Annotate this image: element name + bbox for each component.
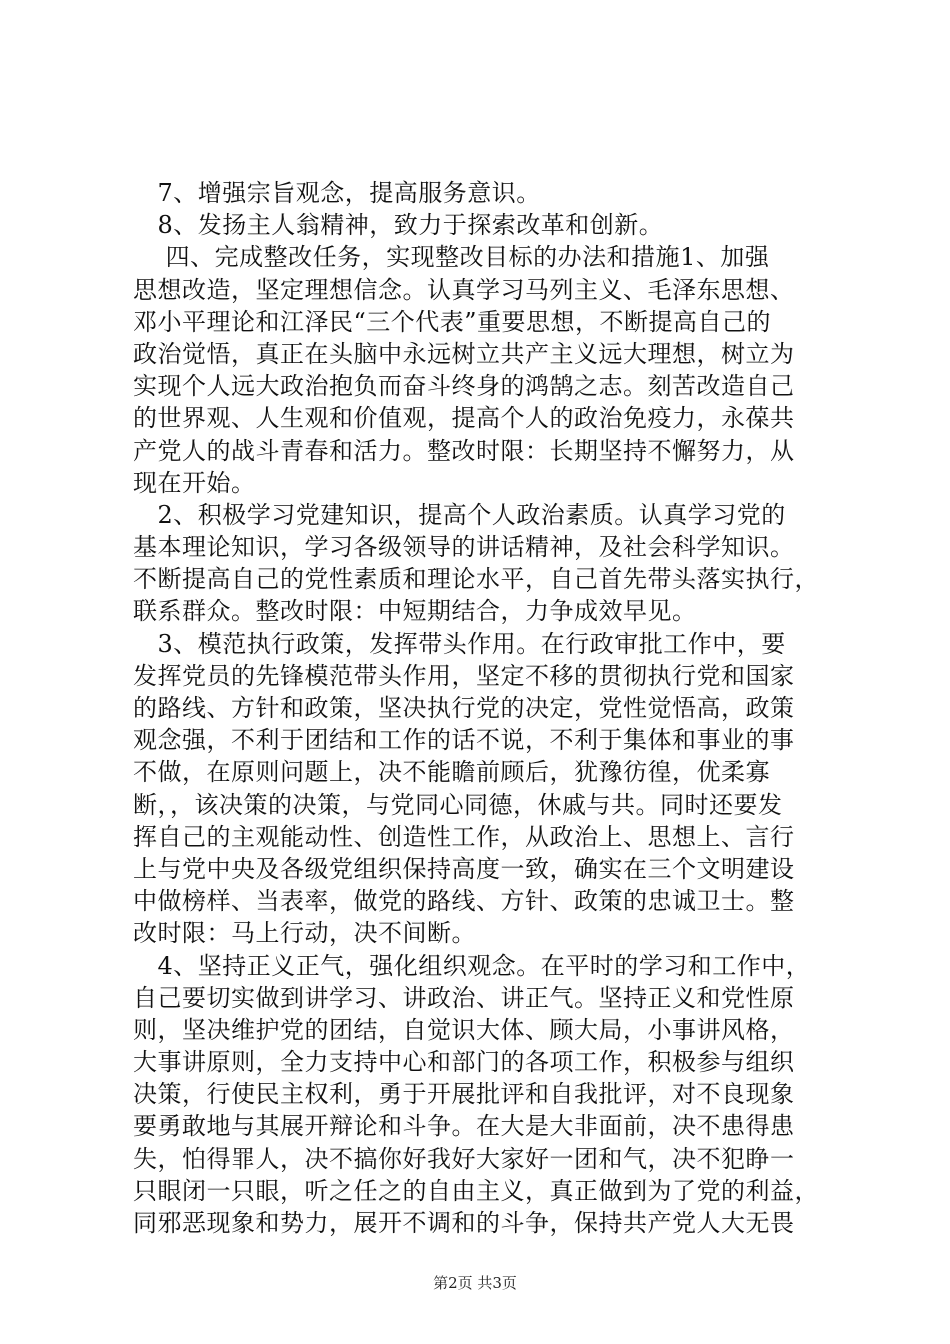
document-body: [133, 177, 843, 1239]
text-line: 2、积极学习党建知识，提高个人政治素质。认真学习党的: [133, 500, 786, 529]
text-line: 产党人的战斗青春和活力。整改时限：长期坚持不懈努力，从: [133, 436, 795, 465]
text-line: 基本理论知识，学习各级领导的讲话精神，及社会科学知识。: [133, 533, 795, 562]
text-line: 实现个人远大政治抱负而奋斗终身的鸿鹄之志。刻苦改造自己: [133, 372, 795, 401]
text-line: 要勇敢地与其展开辩论和斗争。在大是大非面前，决不患得患: [133, 1112, 795, 1141]
text-line: 则，坚决维护党的团结，自觉识大体、顾大局，小事讲风格，: [133, 1015, 795, 1044]
text-line: 不断提高自己的党性素质和理论水平，自己首先带头落实执行，: [133, 565, 819, 594]
text-line: 断，，该决策的决策，与党同心同德，休戚与共。同时还要发: [133, 790, 783, 819]
text-line: 中做榜样、当表率，做党的路线、方针、政策的忠诚卫士。整: [133, 887, 795, 916]
page-number-label: 第2页 共3页: [433, 1274, 517, 1292]
text-line: 现在开始。: [133, 468, 256, 497]
text-line: 发挥党员的先锋模范带头作用，坚定不移的贯彻执行党和国家: [133, 661, 795, 690]
text-line: 四、完成整改任务，实现整改目标的办法和措施1、加强: [133, 243, 770, 272]
text-line: 3、模范执行政策，发挥带头作用。在行政审批工作中，要: [133, 629, 786, 658]
text-line: 的世界观、人生观和价值观，提高个人的政治免疫力，永葆共: [133, 404, 795, 433]
text-line: 改时限：马上行动，决不间断。: [133, 919, 476, 948]
text-line: 联系群众。整改时限：中短期结合，力争成效早见。: [133, 597, 697, 626]
text-line: 邓小平理论和江泽民“三个代表”重要思想，不断提高自己的: [133, 307, 772, 336]
text-line: 决策，行使民主权利，勇于开展批评和自我批评，对不良现象: [133, 1080, 795, 1109]
text-line: 不做，在原则问题上，决不能瞻前顾后，犹豫彷徨，优柔寡: [133, 758, 770, 787]
text-line: 政治觉悟，真正在头脑中永远树立共产主义远大理想，树立为: [133, 339, 795, 368]
text-line: 大事讲原则，全力支持中心和部门的各项工作，积极参与组织: [133, 1048, 795, 1077]
text-line: 观念强，不利于团结和工作的话不说，不利于集体和事业的事: [133, 726, 795, 755]
page-footer: [0, 1272, 950, 1293]
text-line: 4、坚持正义正气，强化组织观念。在平时的学习和工作中，: [133, 951, 811, 980]
text-line: 上与党中央及各级党组织保持高度一致，确实在三个文明建设: [133, 854, 795, 883]
text-line: 自己要切实做到讲学习、讲政治、讲正气。坚持正义和党性原: [133, 983, 795, 1012]
text-line: 失，怕得罪人，决不搞你好我好大家好一团和气，决不犯睁一: [133, 1144, 795, 1173]
text-line: 挥自己的主观能动性、创造性工作，从政治上、思想上、言行: [133, 822, 795, 851]
text-line: 8、发扬主人翁精神，致力于探索改革和创新。: [133, 211, 664, 240]
text-line: 7、增强宗旨观念，提高服务意识。: [133, 179, 541, 207]
text-line: 同邪恶现象和势力，展开不调和的斗争，保持共产党人大无畏: [133, 1209, 795, 1237]
text-line: 思想改造，坚定理想信念。认真学习马列主义、毛泽东思想、: [133, 275, 795, 304]
text-line: 的路线、方针和政策，坚决执行党的决定，党性觉悟高，政策: [133, 694, 795, 722]
text-line: 只眼闭一只眼，听之任之的自由主义，真正做到为了党的利益，: [133, 1176, 819, 1205]
